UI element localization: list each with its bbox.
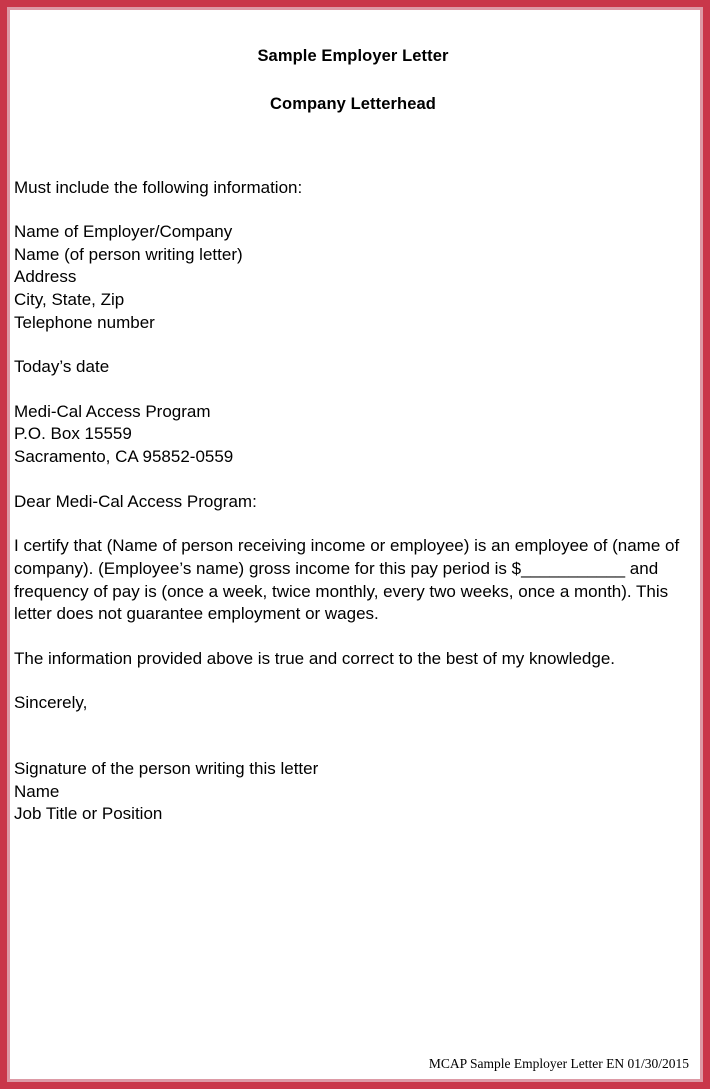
list-item: Telephone number [14, 312, 155, 332]
list-item: Name of Employer/Company [14, 222, 233, 242]
signature-title-line: Job Title or Position [14, 804, 163, 824]
salutation: Dear Medi-Cal Access Program: [14, 491, 257, 511]
date-line: Today’s date [14, 357, 110, 377]
signature-block [14, 758, 692, 826]
signature-line: Signature of the person writing this letter [14, 758, 319, 778]
list-item: City, State, Zip [14, 290, 125, 310]
closing: Sincerely, [14, 693, 88, 713]
certification-paragraph: I certify that (Name of person receiving income or employee) is an employee of (name of company). (Employee’s name) gross income for this pay period is $___________ and frequency of pay is (once a week, twice monthly, every two weeks, once a month). This letter does not guarantee employment or wages. [14, 536, 680, 624]
intro-text: Must include the following information: [14, 177, 303, 197]
address-line: P.O. Box 15559 [14, 424, 132, 444]
list-item: Address [14, 267, 77, 287]
address-line: Sacramento, CA 95852-0559 [14, 447, 234, 467]
document-footer: MCAP Sample Employer Letter EN 01/30/2015 [428, 1056, 689, 1071]
recipient-address [14, 401, 692, 469]
document-content [14, 10, 692, 848]
required-info-list [14, 221, 692, 334]
signature-name-line: Name [14, 781, 60, 801]
page-subtitle: Company Letterhead [270, 94, 436, 113]
page-title: Sample Employer Letter [257, 47, 449, 65]
document-header [14, 10, 692, 115]
attestation-paragraph: The information provided above is true and correct to the best of my knowledge. [14, 648, 615, 668]
document-sheet [10, 10, 700, 1079]
list-item: Name (of person writing letter) [14, 244, 243, 264]
address-line: Medi-Cal Access Program [14, 401, 211, 421]
letter-body [14, 177, 692, 826]
